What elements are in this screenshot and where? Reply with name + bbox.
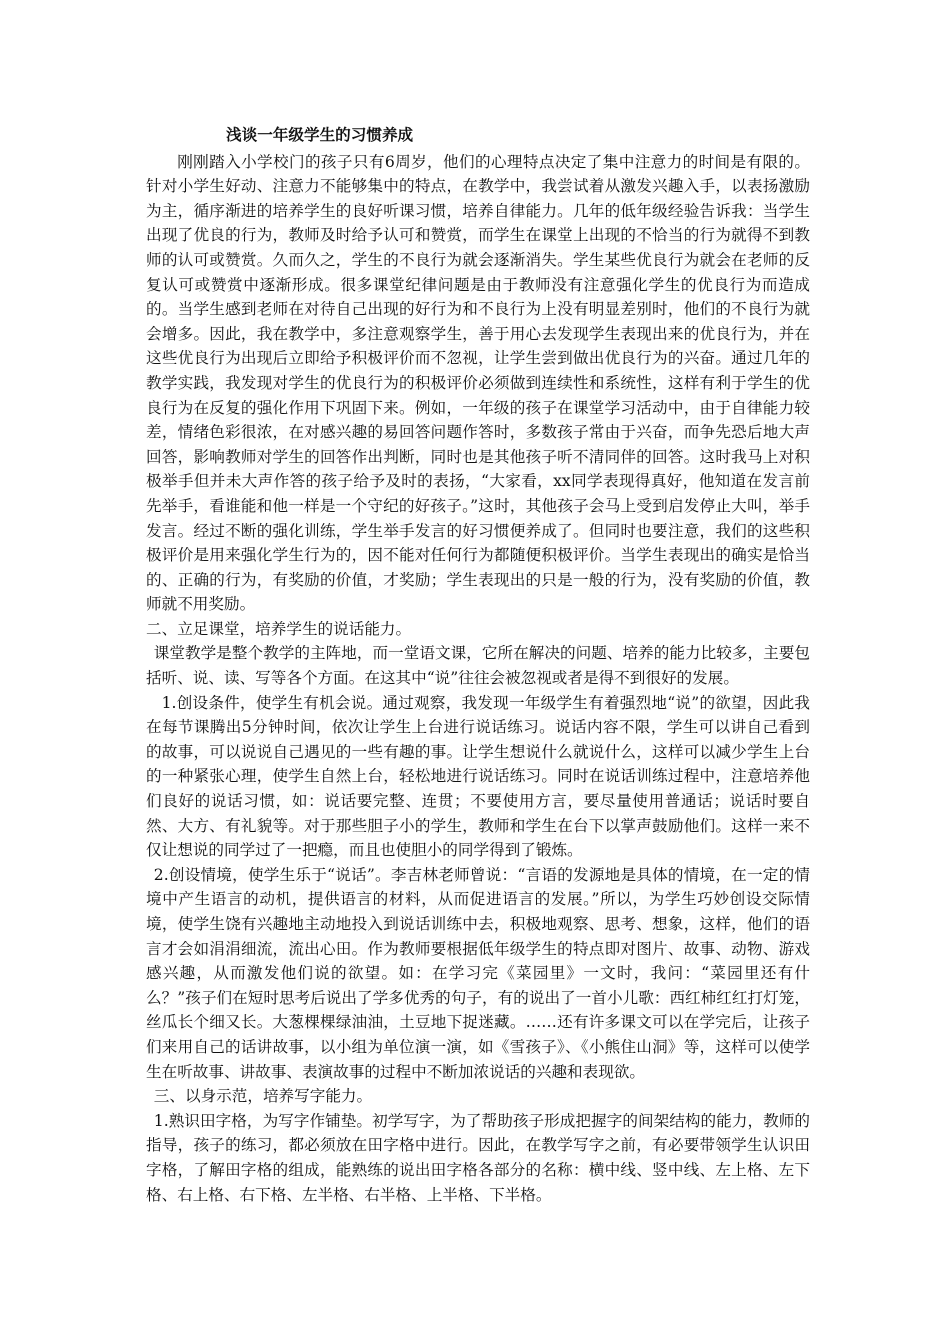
paragraph-point-2: 2.创设情境，使学生乐于“说话”。李吉林老师曾说：“言语的发源地是具体的情境，在一定的情境中产生语言的动机，提供语言的材料，从而促进语言的发展。”所以，为学生巧妙创设交际情境，使学生饶有兴趣地主动地投入到说话训练中去，积极地观察、思考、想象，这样，他们的语言才会如涓涓细流，流出心田。作为教师要根据低年级学生的特点即对图片、故事、动物、游戏感兴趣，从而激发他们说的欲望。如：在学习完《菜园里》一文时，我问：“菜园里还有什么？”孩子们在短时思考后说出了学多优秀的句子，有的说出了一首小儿歌：西红柿红红打灯笼，丝瓜长个细又长。大葱棵棵绿油油，土豆地下捉迷藏。……还有许多课文可以在学完后，让孩子们来用自己的话讲故事，以小组为单位演一演，如《雪孩子》、《小熊住山洞》等，这样可以使学生在听故事、讲故事、表演故事的过程中不断加浓说话的兴趣和表现欲。 — [146, 865, 810, 1081]
document-body — [146, 123, 810, 1207]
paragraph-point-1: 1.创设条件，使学生有机会说。通过观察，我发现一年级学生有着强烈地“说”的欲望，因此我在每节课腾出5分钟时间，依次让学生上台进行说话练习。说话内容不限，学生可以讲自己看到的故事，可以说说自己遇见的一些有趣的事。让学生想说什么就说什么，这样可以减少学生上台的一种紧张心理，使学生自然上台，轻松地进行说话练习。同时在说话训练过程中，注意培养他们良好的说话习惯，如：说话要完整、连贯；不要使用方言，要尽量使用普通话；说话时要自然、大方、有礼貌等。对于那些胆子小的学生，教师和学生在台下以掌声鼓励他们。这样一来不仅让想说的同学过了一把瘾，而且也使胆小的同学得到了锻炼。 — [146, 693, 810, 860]
paragraph-writing-1: 1.熟识田字格，为写字作铺垫。初学写字，为了帮助孩子形成把握字的间架结构的能力，教师的指导，孩子的练习，都必须放在田字格中进行。因此，在教学写字之前，有必要带领学生认识田字格，了解田字格的组成，能熟练的说出田字格各部分的名称：横中线、竖中线、左上格、左下格、右上格、右下格、左半格、右半格、上半格、下半格。 — [146, 1111, 810, 1204]
section-heading-2: 二、立足课堂，培养学生的说话能力。 — [146, 619, 412, 638]
section-heading-3: 三、以身示范，培养写字能力。 — [153, 1087, 373, 1106]
paragraph-classroom: 课堂教学是整个教学的主阵地，而一堂语文课，它所在解决的问题、培养的能力比较多，主要包括听、说、读、写等各个方面。在这其中“说”往往会被忽视或者是得不到很好的发展。 — [146, 644, 810, 688]
document-title: 浅谈一年级学生的习惯养成 — [226, 125, 414, 144]
paragraph-intro: 刚刚踏入小学校门的孩子只有6周岁，他们的心理特点决定了集中注意力的时间是有限的。针对小学生好动、注意力不能够集中的特点，在教学中，我尝试着从激发兴趣入手，以表扬激励为主，循序渐进的培养学生的良好听课习惯，培养自律能力。几年的低年级经验告诉我：当学生出现了优良的行为，教师及时给予认可和赞赏，而学生在课堂上出现的不恰当的行为就得不到教师的认可或赞赏。久而久之，学生的不良行为就会逐渐消失。学生某些优良行为就会在老师的反复认可或赞赏中逐渐形成。很多课堂纪律问题是由于教师没有注意强化学生的优良行为而造成的。当学生感到老师在对待自己出现的好行为和不良行为上没有明显差别时，他们的不良行为就会增多。因此，我在教学中，多注意观察学生，善于用心去发现学生表现出来的优良行为，并在这些优良行为出现后立即给予积极评价而不忽视，让学生尝到做出优良行为的兴奋。通过几年的教学实践，我发现对学生的优良行为的积极评价必须做到连续性和系统性，这样有利于学生的优良行为在反复的强化作用下巩固下来。例如，一年级的孩子在课堂学习活动中，由于自律能力较差，情绪色彩很浓，在对感兴趣的易回答问题作答时，多数孩子常由于兴奋，而争先恐后地大声回答，影响教师对学生的回答作出判断，同时也是其他孩子听不清同伴的回答。这时我马上对积极举手但并未大声作答的孩子给予及时的表扬，“大家看，xx同学表现得真好，他知道在发言前先举手，看谁能和他一样是一个守纪的好孩子。”这时，其他孩子会马上受到启发停止大叫，举手发言。经过不断的强化训练，学生举手发言的好习惯便养成了。但同时也要注意，我们的这些积极评价是用来强化学生行为的，因不能对任何行为都随便积极评价。当学生表现出的确实是恰当的、正确的行为，有奖励的价值，才奖励；学生表现出的只是一般的行为，没有奖励的价值，教师就不用奖励。 — [146, 152, 810, 614]
